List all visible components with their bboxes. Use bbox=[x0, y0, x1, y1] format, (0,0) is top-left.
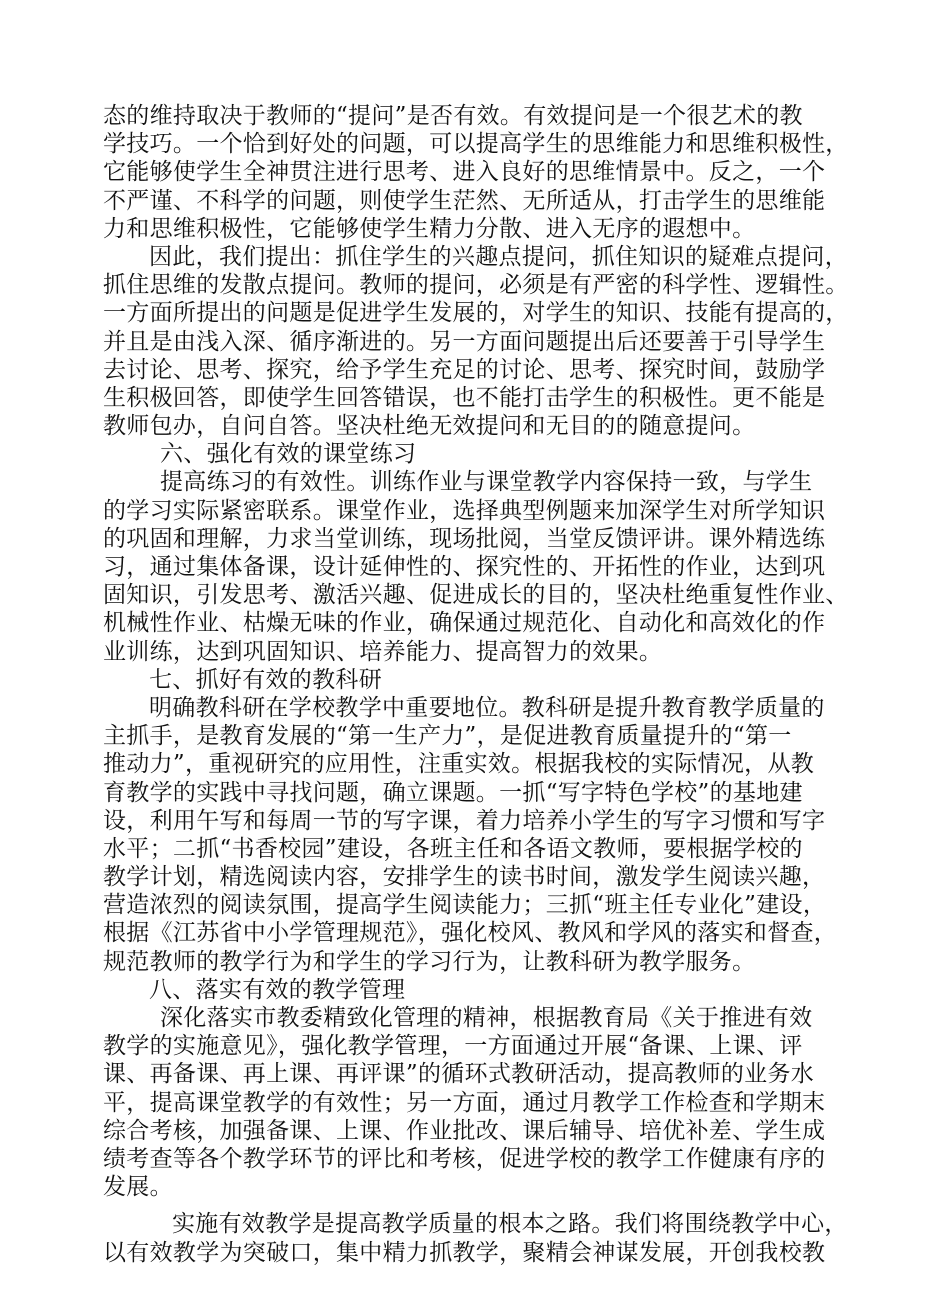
text-line: 六、强化有效的课堂练习 bbox=[160, 441, 417, 468]
text-line: 固知识，引发思考、激活兴趣、促进成长的目的，坚决杜绝重复性作业、 bbox=[103, 582, 849, 609]
paragraph-gap bbox=[103, 1201, 853, 1210]
text-line: 发展。 bbox=[103, 1174, 173, 1201]
text-line: 一方面所提出的问题是促进学生发展的，对学生的知识、技能有提高的， bbox=[103, 300, 849, 327]
text-line: 习，通过集体备课，设计延伸性的、探究性的、开拓性的作业，达到巩 bbox=[103, 554, 826, 580]
text-line: 明确教科研在学校教学中重要地位。教科研是提升教育教学质量的 bbox=[149, 694, 825, 721]
text-line: 的巩固和理解，力求当堂训练，现场批阅，当堂反馈评讲。课外精选练 bbox=[103, 525, 826, 552]
text-line: 并且是由浅入深、循序渐进的。另一方面问题提出后还要善于引导学生 bbox=[103, 328, 826, 355]
text-line: 以有效教学为突破口，集中精力抓教学，聚精会神谋发展，开创我校教 bbox=[103, 1239, 826, 1266]
text-line: 实施有效教学是提高教学质量的根本之路。我们将围绕教学中心， bbox=[172, 1211, 848, 1238]
text-line: 综合考核，加强备课、上课、作业批改、课后辅导、培优补差、学生成 bbox=[103, 1117, 826, 1144]
text-line: 去讨论、思考、探究，给予学生充足的讨论、思考、探究时间，鼓励学 bbox=[103, 356, 826, 383]
text-line: 教师包办，自问自答。坚决杜绝无效提问和无目的的随意提问。 bbox=[103, 413, 756, 440]
text-line: 教学计划，精选阅读内容，安排学生的读书时间，激发学生阅读兴趣， bbox=[103, 864, 826, 891]
document-body bbox=[103, 102, 853, 1267]
text-line: 因此，我们提出：抓住学生的兴趣点提问，抓住知识的疑难点提问， bbox=[149, 243, 848, 270]
text-line: 设，利用午写和每周一节的写字课，着力培养小学生的写字习惯和写字 bbox=[103, 807, 826, 834]
text-line: 生积极回答，即使学生回答错误，也不能打击学生的积极性。更不能是 bbox=[103, 384, 826, 411]
text-line: 它能够使学生全神贯注进行思考、进入良好的思维情景中。反之，一个 bbox=[103, 159, 826, 186]
text-line: 教学的实施意见》，强化教学管理，一方面通过开展“备课、上课、评 bbox=[103, 1033, 803, 1060]
text-line: 七、抓好有效的教科研 bbox=[149, 666, 382, 693]
text-line: 课、再备课、再上课、再评课”的循环式教研活动，提高教师的业务水 bbox=[103, 1061, 815, 1088]
text-line: 水平；二抓“书香校园”建设，各班主任和各语文教师，要根据学校的 bbox=[103, 835, 803, 862]
text-line: 平，提高课堂教学的有效性；另一方面，通过月教学工作检查和学期末 bbox=[103, 1089, 826, 1116]
text-line: 态的维持取决于教师的“提问”是否有效。有效提问是一个很艺术的教 bbox=[103, 103, 803, 129]
text-line: 不严谨、不科学的问题，则使学生茫然、无所适从，打击学生的思维能 bbox=[103, 187, 826, 214]
text-line: 机械性作业、枯燥无味的作业，确保通过规范化、自动化和高效化的作 bbox=[103, 610, 826, 637]
text-line: 提高练习的有效性。训练作业与课堂教学内容保持一致，与学生 bbox=[160, 469, 813, 496]
text-line: 的学习实际紧密联系。课堂作业，选择典型例题来加深学生对所学知识 bbox=[103, 497, 826, 524]
text-line: 深化落实市教委精致化管理的精神，根据教育局《关于推进有效 bbox=[160, 1005, 813, 1031]
text-line: 力和思维积极性，它能够使学生精力分散、进入无序的遐想中。 bbox=[103, 215, 756, 242]
text-line: 主抓手，是教育发展的“第一生产力”，是促进教育质量提升的“第一 bbox=[103, 723, 792, 750]
text-line: 推动力”，重视研究的应用性，注重实效。根据我校的实际情况，从教 bbox=[103, 751, 815, 778]
text-line: 八、落实有效的教学管理 bbox=[149, 976, 406, 1003]
text-line: 根据《江苏省中小学管理规范》，强化校风、教风和学风的落实和督查， bbox=[103, 920, 838, 947]
text-line: 抓住思维的发散点提问。教师的提问，必须是有严密的科学性、逻辑性。 bbox=[103, 272, 849, 299]
text-line: 营造浓烈的阅读氛围，提高学生阅读能力；三抓“班主任专业化”建设， bbox=[103, 892, 827, 919]
text-line: 规范教师的教学行为和学生的学习行为，让教科研为教学服务。 bbox=[103, 948, 756, 975]
text-line: 业训练，达到巩固知识、培养能力、提高智力的效果。 bbox=[103, 638, 663, 665]
text-line: 育教学的实践中寻找问题，确立课题。一抓“写字特色学校”的基地建 bbox=[103, 779, 803, 806]
text-line: 绩考查等各个教学环节的评比和考核，促进学校的教学工作健康有序的 bbox=[103, 1145, 826, 1172]
text-line: 学技巧。一个恰到好处的问题，可以提高学生的思维能力和思维积极性， bbox=[103, 131, 849, 158]
